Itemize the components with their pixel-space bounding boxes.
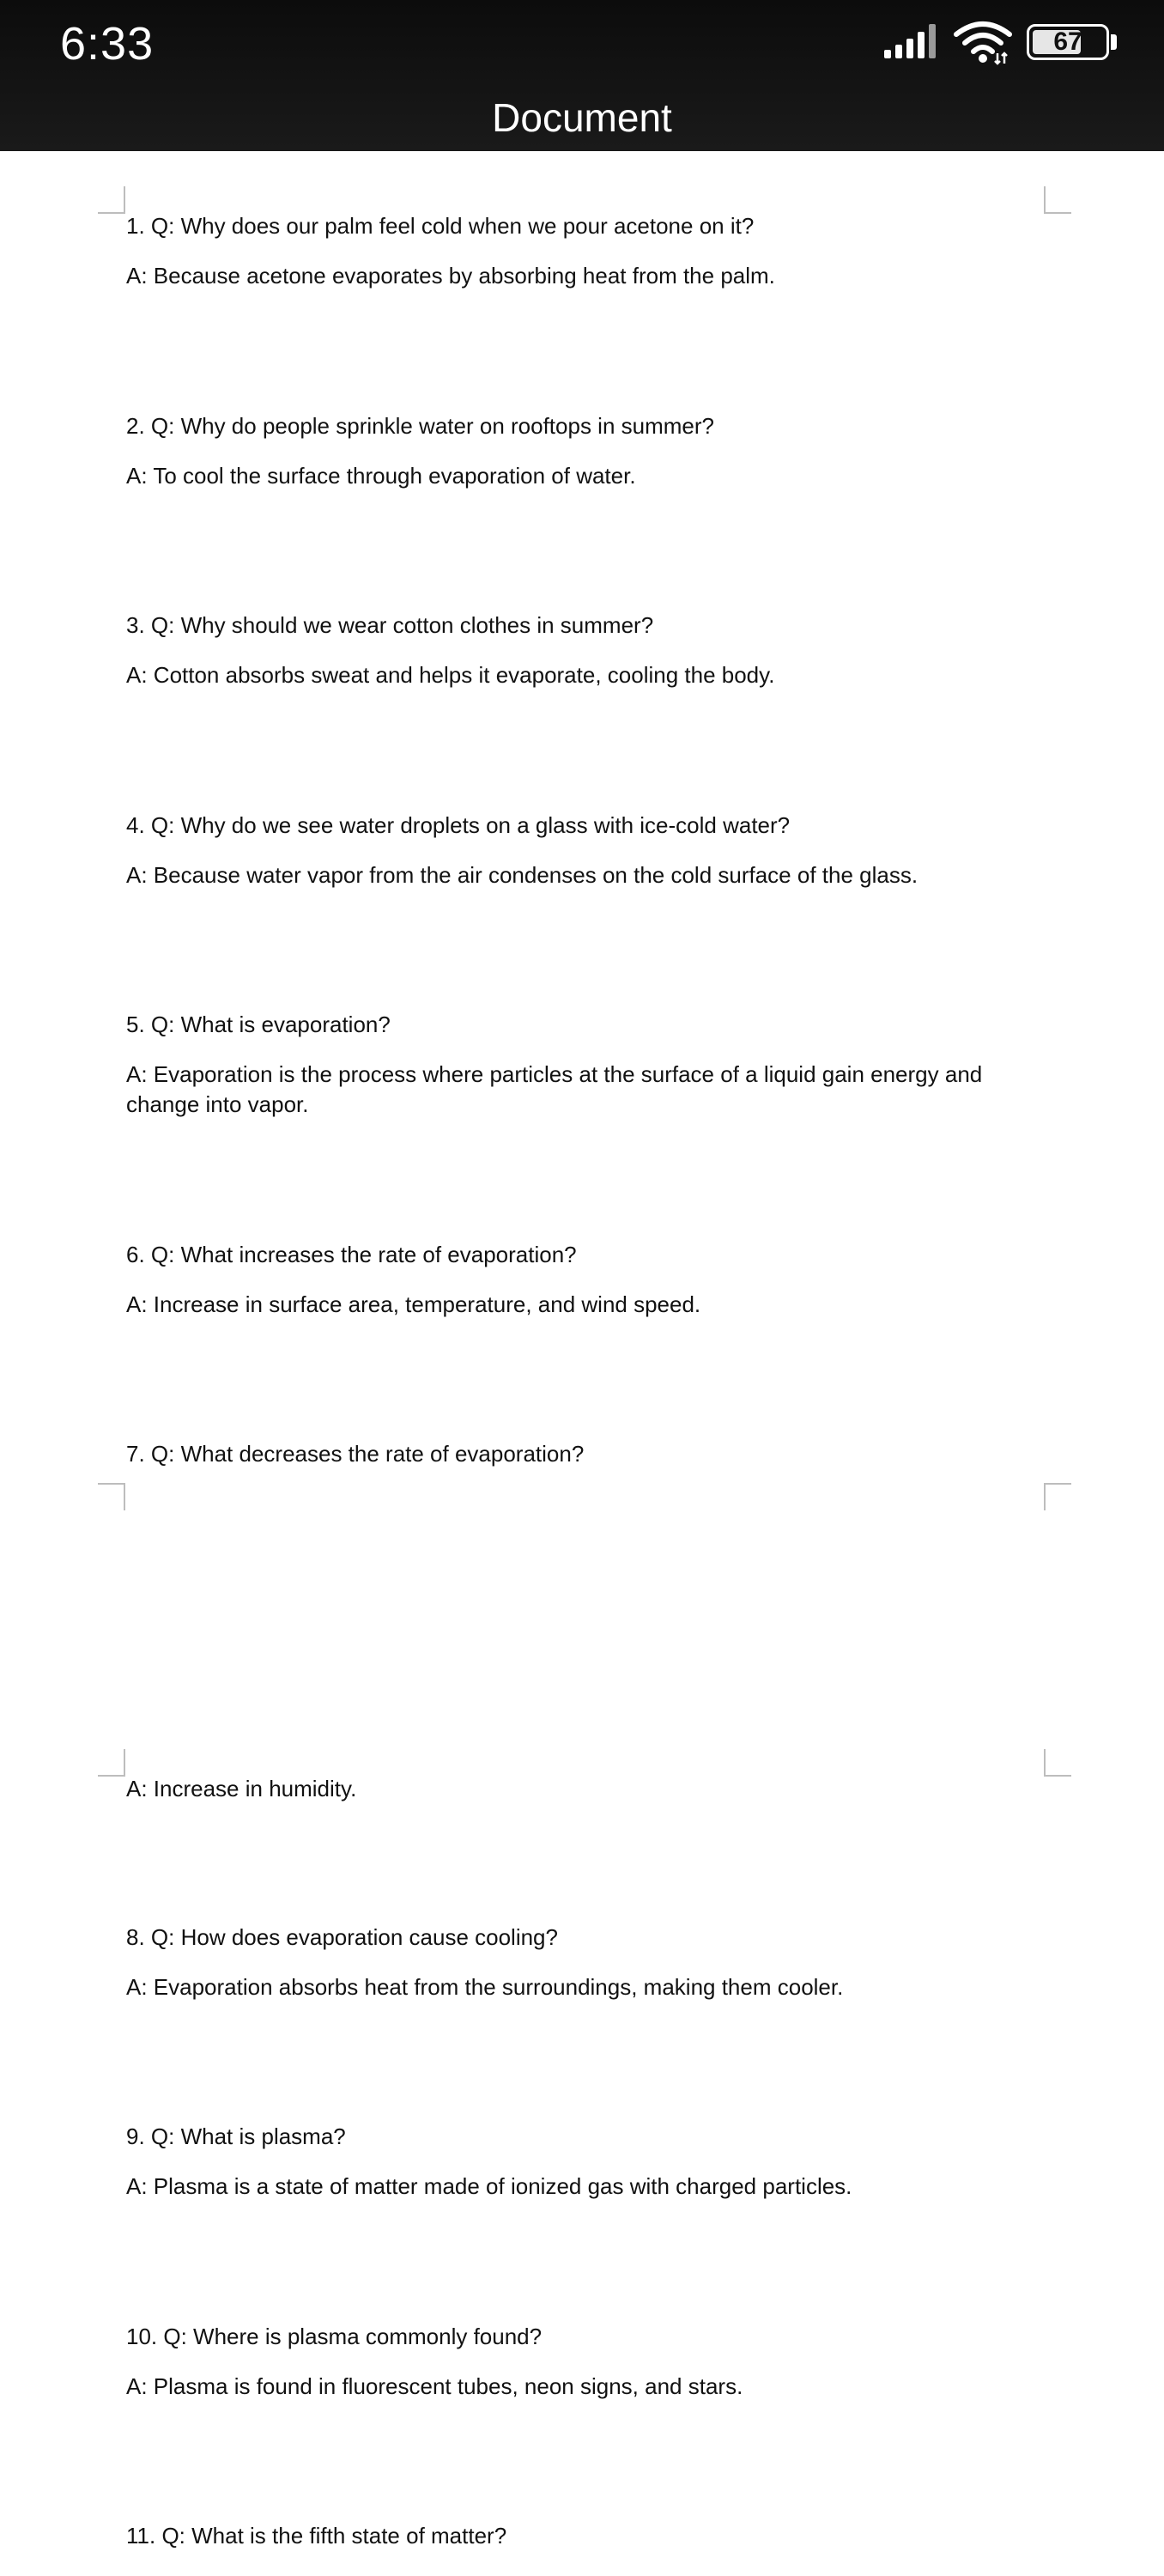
page-corner-mark xyxy=(98,1749,125,1777)
page-corner-mark xyxy=(1044,1483,1071,1510)
wifi-icon xyxy=(953,19,1013,65)
document-page[interactable] xyxy=(0,151,1164,2576)
battery-icon xyxy=(1027,24,1109,60)
answer-text: A: Increase in humidity. xyxy=(126,1776,357,1801)
document-title: Document xyxy=(492,95,672,140)
answer-text: A: Plasma is found in fluorescent tubes, neon signs, and stars. xyxy=(126,2373,743,2399)
question-text: 2. Q: Why do people sprinkle water on rooftops in summer? xyxy=(126,413,714,439)
question-text: 1. Q: Why does our palm feel cold when we pour acetone on it? xyxy=(126,213,755,239)
answer-text: A: Because acetone evaporates by absorbing heat from the palm. xyxy=(126,263,775,289)
battery-tip xyxy=(1111,34,1117,50)
question-text: 10. Q: Where is plasma commonly found? xyxy=(126,2324,543,2349)
question-text: 7. Q: What decreases the rate of evaporation? xyxy=(126,1441,585,1467)
question-text: 6. Q: What increases the rate of evaporation? xyxy=(126,1242,577,1267)
answer-text: A: Plasma is a state of matter made of ionized gas with charged particles. xyxy=(126,2173,852,2199)
page-corner-mark xyxy=(1044,186,1071,214)
answer-text: A: Cotton absorbs sweat and helps it evaporate, cooling the body. xyxy=(126,662,775,688)
question-text: 5. Q: What is evaporation? xyxy=(126,1012,391,1037)
question-text: 4. Q: Why do we see water droplets on a glass with ice-cold water? xyxy=(126,812,791,838)
top-bar xyxy=(0,0,1164,151)
answer-text: A: Evaporation absorbs heat from the surroundings, making them cooler. xyxy=(126,1974,844,2000)
battery-percent: 67 xyxy=(1053,27,1082,56)
answer-text: A: Increase in surface area, temperature, and wind speed. xyxy=(126,1291,701,1317)
page-corner-mark xyxy=(98,1483,125,1510)
answer-text: A: To cool the surface through evaporation of water. xyxy=(126,463,636,489)
question-text: 9. Q: What is plasma? xyxy=(126,2123,346,2149)
signal-icon xyxy=(882,22,937,60)
question-text: 11. Q: What is the fifth state of matter? xyxy=(126,2523,507,2549)
page-corner-mark xyxy=(1044,1749,1071,1777)
answer-text: A: Evaporation is the process where particles at the surface of a liquid gain energy and change into vapor. xyxy=(126,1061,983,1117)
answer-text: A: Because water vapor from the air condenses on the cold surface of the glass. xyxy=(126,862,918,888)
status-time: 6:33 xyxy=(60,18,155,70)
question-text: 8. Q: How does evaporation cause cooling? xyxy=(126,1924,558,1950)
page-corner-mark xyxy=(98,186,125,214)
question-text: 3. Q: Why should we wear cotton clothes in summer? xyxy=(126,612,654,638)
